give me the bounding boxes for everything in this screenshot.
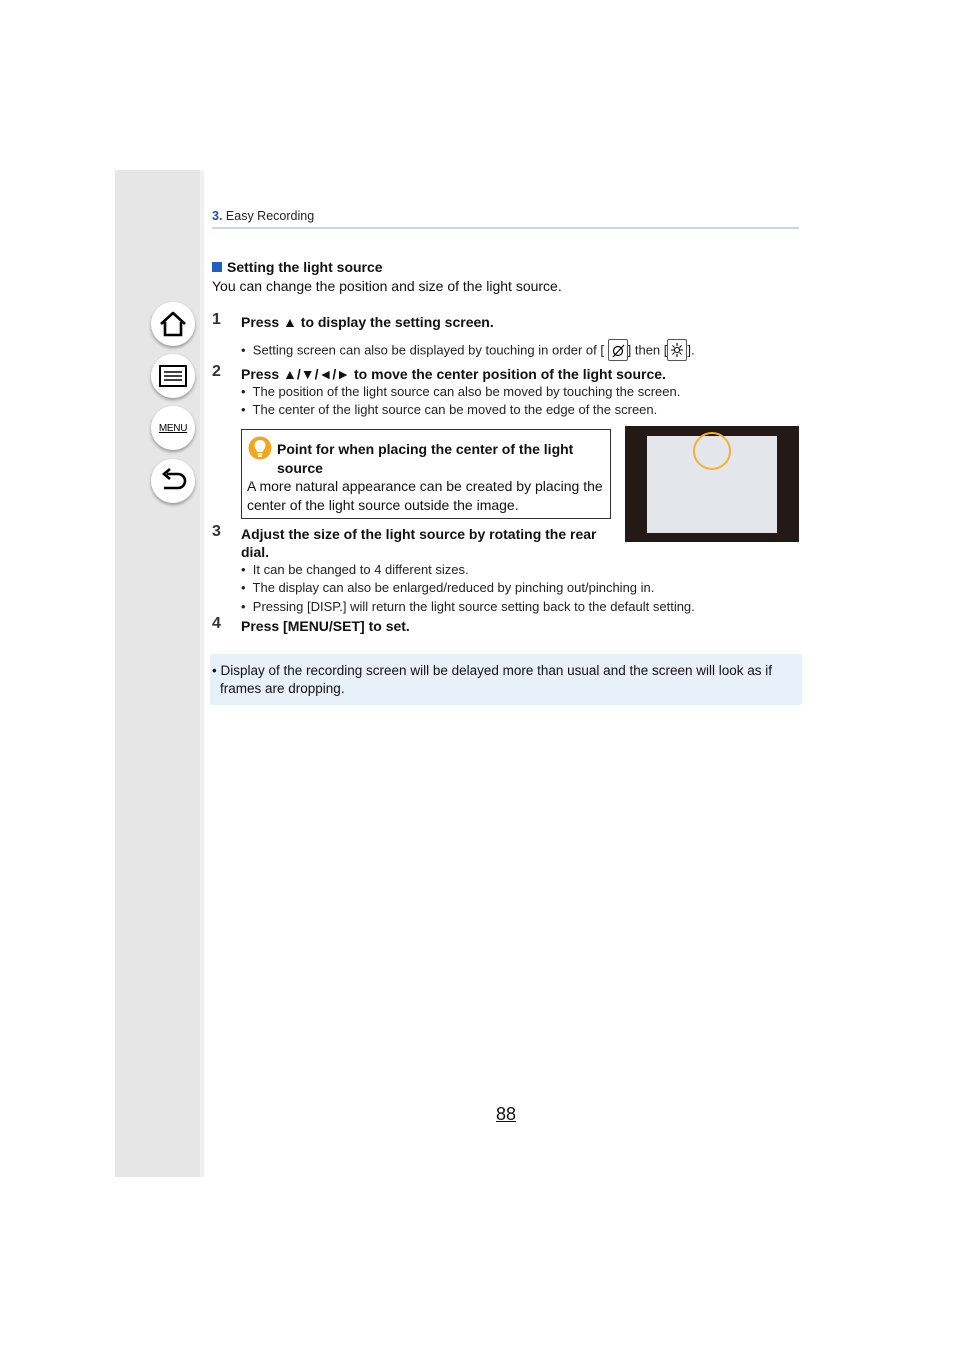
home-button[interactable] [151,302,195,346]
home-icon [158,310,188,338]
chapter-title: Easy Recording [225,209,315,223]
step-text-continued: dial. [241,544,270,560]
hint-box [241,429,611,519]
bullet-text: ] then [ [627,342,668,358]
step-number: 3 [212,523,221,540]
return-icon [158,468,188,494]
bullet-item: • Setting screen can also be displayed by touching in order of [ ] then [ ]. [241,340,695,362]
bullet-item: • The display can also be enlarged/reduced by pinching out/pinching in. [241,580,655,595]
hint-title: Point for when placing the center of the light source [277,441,574,476]
sidebar-edge [200,170,204,1177]
section-title [212,259,383,275]
section-description: You can change the position and size of the light source. [212,278,562,294]
bullet-text: It can be changed to 4 different sizes. [252,562,469,577]
step-number: 1 [212,311,221,328]
step-text: Press [MENU/SET] to set. [241,618,410,634]
step-text: Adjust the size of the light source by rotating the rear [241,526,597,542]
bullet-item: • Pressing [DISP.] will return the light source setting back to the default setting. [241,599,695,614]
contents-button[interactable] [151,354,195,398]
screen-illustration [625,426,799,542]
bullet-text: The display can also be enlarged/reduced by pinching out/pinching in. [252,580,655,595]
bullet-item: • The position of the light source can also be moved by touching the screen. [241,384,681,399]
page-number[interactable] [0,1104,954,1125]
bullet-text: ]. [687,342,695,358]
note-text: • Display of the recording screen will be delayed more than usual and the screen will look as if frames are dropping. [212,663,773,696]
back-button[interactable] [151,459,195,503]
menu-label: MENU [158,422,188,434]
light-source-setting-icon [667,339,687,361]
menu-button[interactable] [151,406,195,450]
step-text: Press ▲/▼/◄/► to move the center position of the light source. [241,366,666,382]
page-number-text: 88 [495,1104,517,1124]
step-text: Press ▲ to display the setting screen. [241,314,494,330]
section-title-text: Setting the light source [227,259,383,275]
header-divider [212,227,799,229]
bullet-item: • It can be changed to 4 different sizes. [241,562,469,577]
hint-body: A more natural appearance can be created by placing the center of the light source outside the image. [247,478,603,513]
note-box [210,654,802,705]
bullet-text: The position of the light source can also be moved by touching the screen. [252,384,681,399]
bullet-text: The center of the light source can be moved to the edge of the screen. [252,402,658,417]
lightbulb-icon [248,436,272,462]
light-source-mode-icon [608,339,628,361]
step-number: 2 [212,363,221,380]
chapter-header [212,209,314,223]
bullet-text: Pressing [DISP.] will return the light source setting back to the default setting. [252,599,695,614]
light-source-marker [693,432,731,470]
screen-display [647,436,777,533]
bullet-text: Setting screen can also be displayed by touching in order of [ [252,342,604,358]
list-icon [158,364,188,388]
bullet-item: • The center of the light source can be moved to the edge of the screen. [241,402,658,417]
chapter-number: 3. [212,209,223,223]
step-number: 4 [212,615,221,632]
square-bullet-icon [212,262,222,272]
